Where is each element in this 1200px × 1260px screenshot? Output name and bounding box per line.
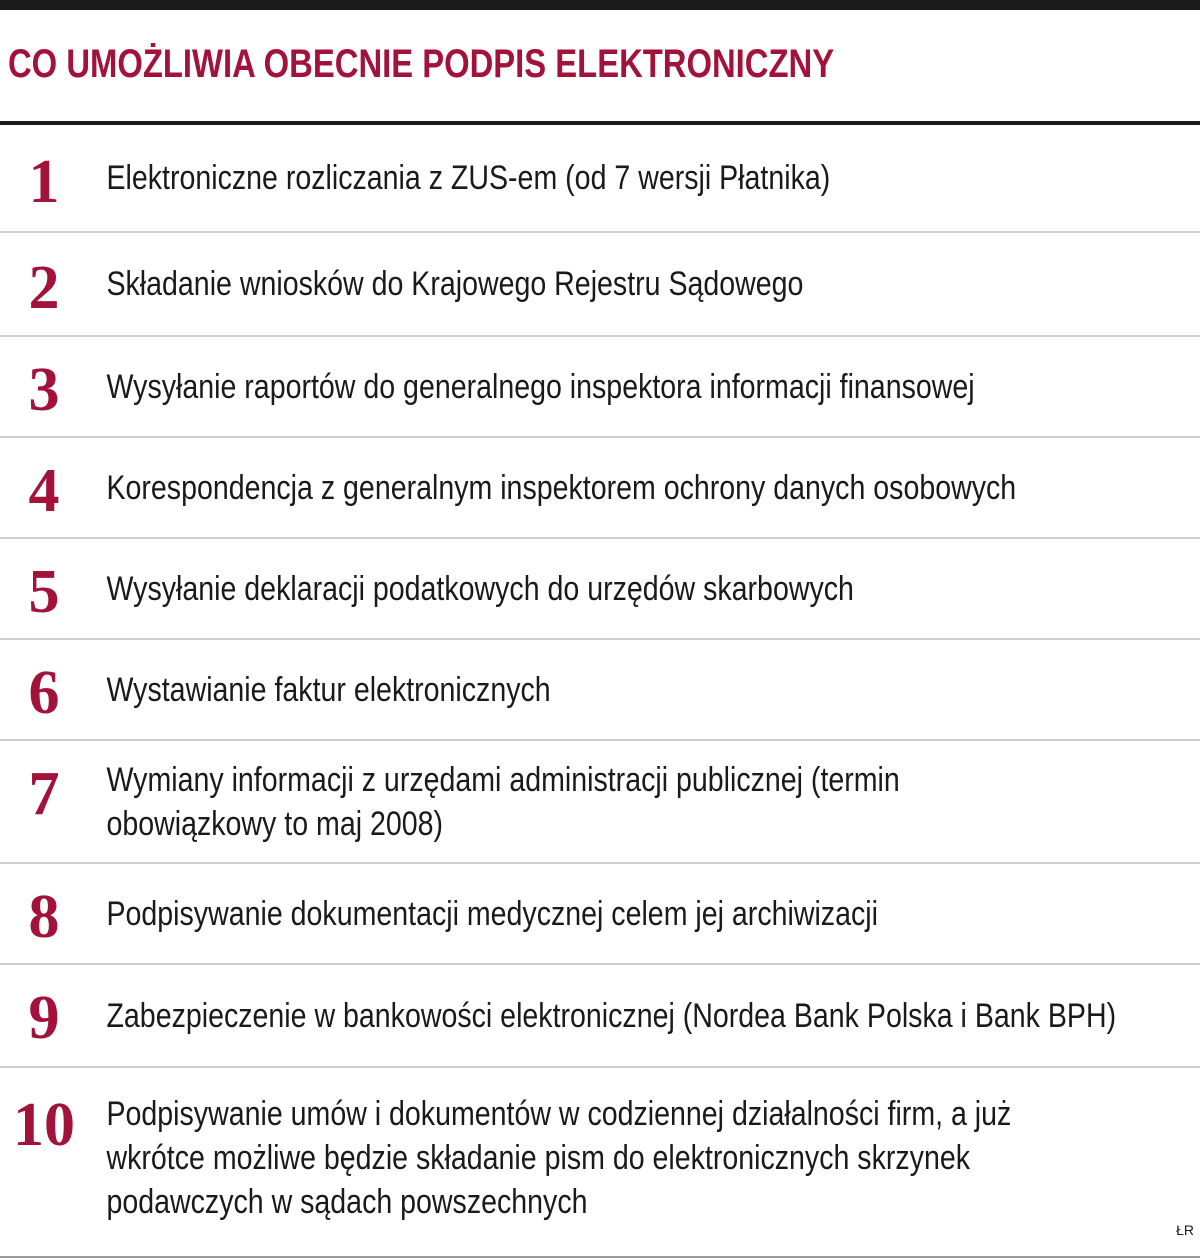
list-item [0, 233, 1200, 337]
item-text-line: Wysyłanie raportów do generalnego inspektora informacji finansowej [106, 367, 975, 406]
list-item [0, 741, 1200, 864]
item-number: 10 [13, 1091, 75, 1159]
list-item [0, 125, 1200, 233]
item-number: 3 [28, 356, 60, 424]
item-text-line: wkrótce możliwe będzie składanie pism do elektronicznych skrzynek [106, 1139, 971, 1177]
author-credit: ŁR [1176, 1222, 1194, 1238]
item-text [88, 466, 1022, 510]
list-item [0, 438, 1200, 539]
item-text [88, 892, 1022, 936]
item-text [88, 1092, 1022, 1224]
item-text-line: Zabezpieczenie w bankowości elektronicznej (Nordea Bank Polska i Bank BPH) [106, 996, 1117, 1035]
item-number: 7 [28, 760, 60, 828]
item-text-line: podawczych w sądach powszechnych [106, 1183, 588, 1221]
list-item [0, 965, 1200, 1068]
item-text-line: Elektroniczne rozliczania z ZUS-em (od 7 wersji Płatnika) [106, 159, 831, 197]
item-number: 1 [28, 148, 60, 216]
item-text [88, 758, 1022, 846]
list-item [0, 640, 1200, 741]
item-number: 5 [28, 558, 60, 626]
top-bar [0, 0, 1200, 10]
list-item [0, 1068, 1200, 1258]
list-item [0, 539, 1200, 640]
item-text [88, 365, 1022, 409]
item-text-line: Korespondencja z generalnym inspektorem ochrony danych osobowych [106, 468, 1017, 507]
item-text-line: Wymiany informacji z urzędami administracji publicznej (termin [106, 760, 900, 799]
item-number: 9 [28, 984, 60, 1052]
item-text-line: Podpisywanie umów i dokumentów w codziennej działalności firm, a już [106, 1095, 1012, 1133]
item-text [88, 262, 1022, 306]
item-number: 8 [28, 883, 60, 951]
item-text-line: Wystawianie faktur elektronicznych [106, 670, 551, 709]
item-text [88, 156, 1022, 200]
item-text-line: Składanie wniosków do Krajowego Rejestru Sądowego [106, 265, 804, 303]
feature-list [0, 125, 1200, 1258]
item-text-line: obowiązkowy to maj 2008) [106, 804, 444, 843]
item-text-line: Podpisywanie dokumentacji medycznej celem jej archiwizacji [106, 894, 878, 933]
list-item [0, 337, 1200, 438]
item-text [88, 668, 1022, 712]
item-number: 4 [28, 457, 60, 525]
item-number: 6 [28, 659, 60, 727]
item-number: 2 [28, 254, 60, 322]
item-text-line: Wysyłanie deklaracji podatkowych do urzędów skarbowych [106, 569, 854, 608]
page-title: CO UMOŻLIWIA OBECNIE PODPIS ELEKTRONICZNY [8, 42, 835, 86]
list-item [0, 864, 1200, 965]
item-text [88, 994, 1116, 1038]
item-text [88, 567, 1022, 611]
